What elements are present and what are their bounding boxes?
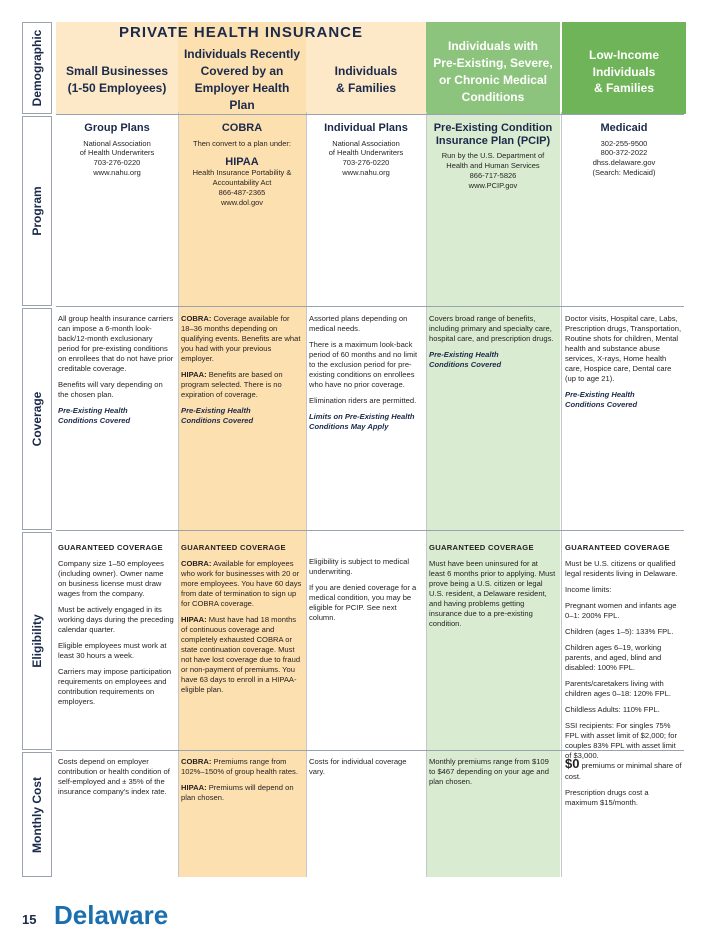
row-label-text: Eligibility bbox=[30, 614, 44, 668]
text: Limits on Pre-Existing Health Conditions May Apply bbox=[309, 412, 415, 432]
text: Pregnant women and infants age 0–1: 200% FPL. bbox=[565, 601, 677, 621]
text: Company size 1–50 employees (including owner). Owner name on business license must draw wages from the company. bbox=[58, 559, 164, 599]
label: HIPAA: bbox=[181, 615, 207, 625]
program-medicaid bbox=[562, 122, 686, 178]
row-label-demographic bbox=[22, 22, 52, 114]
coverage-group bbox=[58, 314, 178, 432]
cost-individual bbox=[309, 757, 426, 783]
program-pcip bbox=[426, 122, 560, 190]
row-label-program bbox=[22, 116, 52, 306]
program-phone: 866-717-5826 bbox=[469, 170, 517, 180]
text: Childless Adults: 110% FPL. bbox=[565, 705, 660, 715]
header-text: Individuals with Pre-Existing, Severe, or Chronic Medical Conditions bbox=[433, 39, 553, 104]
program-phone: 703-276-0220 bbox=[93, 158, 141, 168]
text: Income limits: bbox=[565, 585, 612, 595]
program-name: Pre-Existing Condition Insurance Plan (PCIP) bbox=[433, 122, 553, 147]
row-label-eligibility bbox=[22, 532, 52, 750]
program-name: Group Plans bbox=[84, 122, 150, 134]
row-label-text: Coverage bbox=[30, 391, 44, 447]
text: Must have been uninsured for at least 6 months prior to applying. Must prove being a U.S. citizen or legal U.S. resident, a Delaware resident, and having problems getting insurance due to a pre-existing condition. bbox=[429, 559, 556, 629]
text: Monthly premiums range from $109 to $467 depending on your age and plan chosen. bbox=[429, 757, 549, 787]
guaranteed-coverage: GUARANTEED COVERAGE bbox=[429, 543, 534, 552]
program-org: National Association of Health Underwriters bbox=[79, 138, 155, 158]
text: Prescription drugs cost a maximum $15/month. bbox=[565, 788, 649, 808]
header-text: Low-Income Individuals & Families bbox=[588, 47, 659, 96]
text: Children (ages 1–5): 133% FPL. bbox=[565, 627, 674, 637]
guaranteed-coverage: GUARANTEED COVERAGE bbox=[565, 543, 670, 552]
text: Available for employees who work for businesses with 20 or more employees. You have 60 days from date of termination to sign up for COBRA coverage. bbox=[181, 559, 302, 609]
text: Premiums will depend on plan chosen. bbox=[181, 783, 294, 803]
text bbox=[181, 615, 302, 695]
text: Coverage available for 18–36 months depending on qualifying events. Benefits are what you had with your previous employer. bbox=[181, 314, 301, 364]
text: Doctor visits, Hospital care, Labs, Prescription drugs, Transportation, Routine shots for children, Mental health and substance abuse services, X-rays, Home health care, Hospice care, Dental care (up to age 21). bbox=[565, 314, 682, 384]
text bbox=[181, 757, 302, 777]
eligibility-medicaid bbox=[565, 543, 686, 767]
coverage-medicaid bbox=[565, 314, 686, 416]
row-divider bbox=[56, 530, 684, 531]
program-phone: 302-255-9500 bbox=[600, 138, 648, 148]
program-name: Medicaid bbox=[600, 122, 648, 134]
row-label-monthly-cost bbox=[22, 752, 52, 877]
eligibility-individual bbox=[309, 557, 426, 629]
text: Premiums range from 102%–150% of group health rates. bbox=[181, 757, 298, 777]
text bbox=[181, 314, 302, 364]
program-cobra bbox=[178, 122, 306, 207]
program-web[interactable]: dhss.delaware.gov bbox=[592, 158, 656, 168]
text: Children ages 6–19, working parents, and aged, blind and disabled: 100% FPL. bbox=[565, 643, 662, 673]
coverage-individual bbox=[309, 314, 426, 438]
text bbox=[565, 755, 682, 782]
label: COBRA: bbox=[181, 559, 212, 569]
program-run: Run by the U.S. Department of Health and Human Services bbox=[441, 151, 545, 171]
program-act: Health Insurance Portability & Accountability Act bbox=[192, 168, 292, 188]
private-insurance-title: PRIVATE HEALTH INSURANCE bbox=[118, 24, 363, 41]
text: Pre-Existing Health Conditions Covered bbox=[181, 406, 254, 426]
row-label-coverage bbox=[22, 308, 52, 530]
text: Pre-Existing Health Conditions Covered bbox=[58, 406, 131, 426]
program-name: COBRA bbox=[221, 122, 263, 134]
text: premiums or minimal share of cost. bbox=[565, 761, 682, 782]
text: Must be actively engaged in its working days during the preceding calendar quarter. bbox=[58, 605, 174, 635]
text: Benefits will vary depending on the chosen plan. bbox=[58, 380, 163, 400]
text: SSI recipients: For singles 75% FPL with asset limit of $2,000; for couples 83% FPL with asset limit of $3,000. bbox=[565, 721, 677, 761]
text: Must have had 18 months of continuous coverage and completely exhausted COBRA or state continuation coverage. Must not have lost coverage due to fraud or non-payment of premiums. You have 63 days to enroll in a HIPAA-eligible plan. bbox=[181, 615, 301, 695]
program-web[interactable]: www.nahu.org bbox=[93, 167, 141, 177]
divider bbox=[178, 112, 179, 877]
text: Eligible employees must work at least 30 hours a week. bbox=[58, 641, 167, 661]
text: Benefits are based on program selected. There is no expiration of coverage. bbox=[181, 370, 283, 400]
row-divider bbox=[56, 306, 684, 307]
text bbox=[181, 783, 302, 803]
eligibility-pcip bbox=[429, 543, 560, 635]
program-phone: 800-372-2022 bbox=[600, 148, 648, 158]
text: All group health insurance carriers can impose a 6-month look-back/12-month exclusionary period for pre-existing conditions on enrollees that do not have prior creditable coverage. bbox=[58, 314, 174, 374]
text bbox=[181, 559, 302, 609]
program-group bbox=[56, 122, 178, 178]
header-individuals bbox=[306, 48, 426, 112]
label: COBRA: bbox=[181, 757, 212, 766]
eligibility-group bbox=[58, 543, 178, 713]
guaranteed-coverage: GUARANTEED COVERAGE bbox=[181, 543, 286, 552]
header-text: Individuals Recently Covered by an Employer Health Plan bbox=[183, 47, 301, 112]
text: Must be U.S. citizens or qualified legal residents living in Delaware. bbox=[565, 559, 678, 579]
cost-medicaid bbox=[565, 755, 686, 814]
text: Elimination riders are permitted. bbox=[309, 396, 417, 406]
row-divider bbox=[56, 114, 684, 115]
text: If you are denied coverage for a medical condition, you may be eligible for PCIP. See next column. bbox=[309, 583, 417, 623]
row-label-text: Monthly Cost bbox=[30, 776, 44, 853]
text: Costs depend on employer contribution or health condition of self-employed and ± 35% of the insurance company's index rate. bbox=[58, 757, 170, 797]
row-label-text: Demographic bbox=[30, 29, 44, 107]
text: Pre-Existing Health Conditions Covered bbox=[565, 390, 638, 410]
cost-amount: $0 bbox=[565, 756, 580, 771]
program-phone: 703-276-0220 bbox=[342, 158, 390, 168]
text: Eligibility is subject to medical underwriting. bbox=[309, 557, 410, 577]
program-name: Individual Plans bbox=[324, 122, 408, 134]
text: Parents/caretakers living with children ages 0–18: 120% FPL. bbox=[565, 679, 671, 699]
row-label-text: Program bbox=[30, 186, 44, 236]
program-convert: Then convert to a plan under: bbox=[193, 138, 291, 148]
text: Pre-Existing Health Conditions Covered bbox=[429, 350, 502, 370]
state-title: Delaware bbox=[54, 900, 169, 930]
header-pre-existing bbox=[426, 32, 560, 112]
label: COBRA: bbox=[181, 314, 212, 323]
text: Assorted plans depending on medical needs. bbox=[309, 314, 408, 334]
header-low-income bbox=[562, 32, 686, 112]
cost-group bbox=[58, 757, 178, 803]
program-search: (Search: Medicaid) bbox=[592, 167, 656, 177]
label: HIPAA: bbox=[181, 783, 207, 793]
header-recently-covered bbox=[178, 48, 306, 112]
program-org: National Association of Health Underwriters bbox=[328, 138, 404, 158]
text: Covers broad range of benefits, including primary and specialty care, hospital care, and prescription drugs. bbox=[429, 314, 554, 344]
text: Costs for individual coverage vary. bbox=[309, 757, 407, 777]
program-web[interactable]: www.nahu.org bbox=[342, 167, 390, 177]
program-individual bbox=[306, 122, 426, 178]
divider bbox=[561, 112, 562, 877]
header-text: Small Businesses (1-50 Employees) bbox=[65, 64, 169, 95]
header-text: Individuals & Families bbox=[334, 64, 398, 95]
text bbox=[181, 370, 302, 400]
divider bbox=[306, 112, 307, 877]
program-phone: 866-487-2365 bbox=[218, 187, 266, 197]
guaranteed-coverage: GUARANTEED COVERAGE bbox=[58, 543, 163, 552]
program-web[interactable]: www.dol.gov bbox=[220, 197, 264, 207]
page-number: 15 bbox=[22, 912, 37, 927]
coverage-pcip bbox=[429, 314, 560, 376]
header-small-business bbox=[56, 48, 178, 112]
cost-pcip bbox=[429, 757, 560, 793]
program-web[interactable]: www.PCIP.gov bbox=[468, 180, 518, 190]
label: HIPAA: bbox=[181, 370, 207, 380]
text: There is a maximum look-back period of 60 months and no limit to the exclusion period for pre-existing conditions on enrollees who have no prior coverage. bbox=[309, 340, 418, 390]
eligibility-cobra bbox=[181, 543, 306, 701]
divider bbox=[426, 112, 427, 877]
coverage-cobra bbox=[181, 314, 306, 432]
text: Carriers may impose participation requirements on employees and contribution requirements on employers. bbox=[58, 667, 172, 707]
cost-cobra bbox=[181, 757, 306, 809]
program-hipaa: HIPAA bbox=[225, 156, 259, 169]
